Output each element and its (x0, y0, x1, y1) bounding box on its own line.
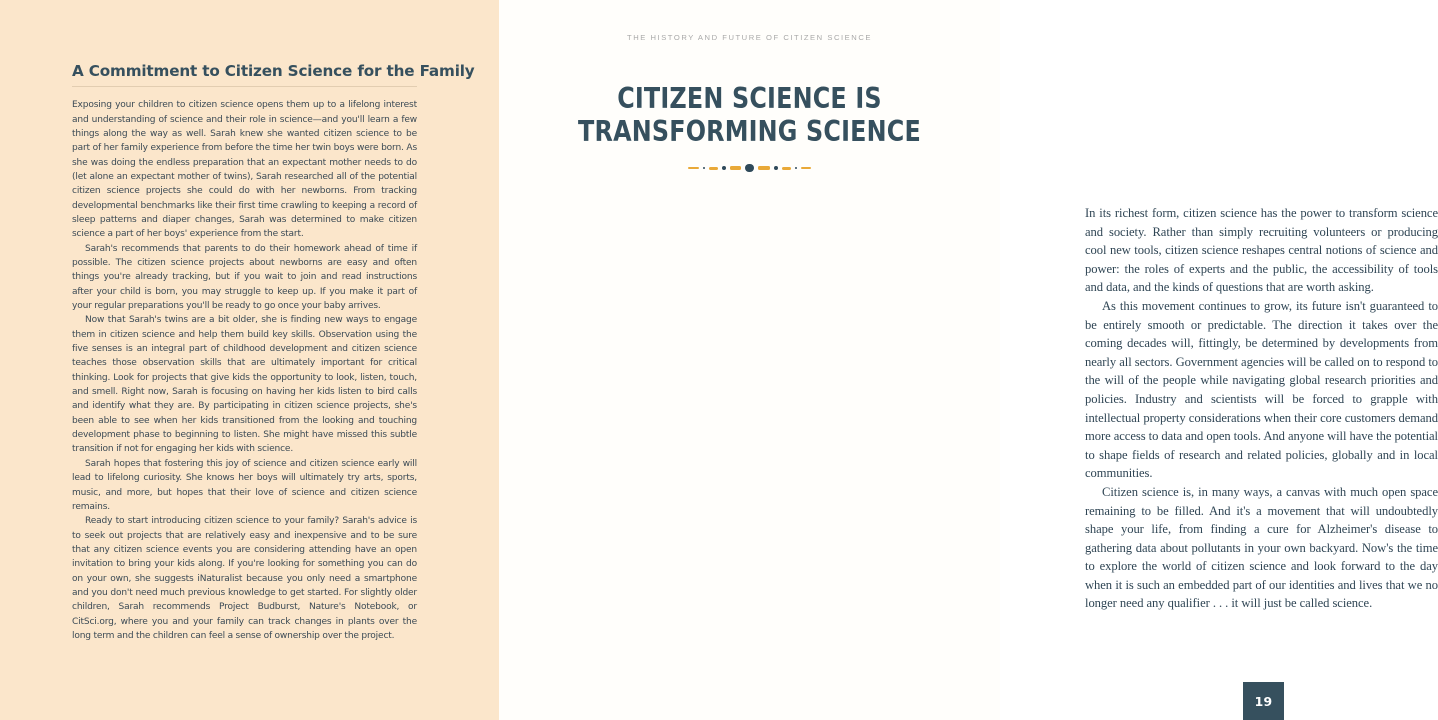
page-title-line-1: CITIZEN SCIENCE IS (617, 82, 882, 115)
paragraph: Now that Sarah's twins are a bit older, she is finding new ways to engage them in citizen science and help them build key skills. Observation using the five senses is an integral part of childhood development and citizen science teaches those observation skills that are ultimately important for critical thinking. Look for projects that give kids the opportunity to look, listen, touch, and smell. Right now, Sarah is focusing on having her kids listen to bird calls and identify what they are. By participating in citizen science projects, she's been able to see when her kids transitioned from the looking and touching development phase to beginning to listen. She might have missed this subtle transition if not for engaging her kids with science. (72, 315, 417, 455)
ornament-dot (795, 167, 797, 169)
page-title (517, 83, 983, 148)
ornament-dash (782, 167, 791, 170)
paragraph: In its richest form, citizen science has the power to transform science and society. Rather than simply recruiting volunteers or producing cool new tools, citizen science reshapes central notions of science and power: the roles of experts and the public, the accessibility of tools and data, and the kinds of questions that are worth asking. (1085, 206, 1438, 295)
paragraph: Sarah hopes that fostering this joy of science and citizen science early will lead to lifelong curiosity. She knows her boys will ultimately try arts, sports, music, and more, but hopes that their love of science and citizen science remains. (72, 458, 417, 512)
ornament-dot-large (745, 164, 753, 172)
heading-rule (72, 86, 417, 87)
page-title-line-2: TRANSFORMING SCIENCE (578, 114, 921, 148)
section-heading: A Commitment to Citizen Science for the Family (72, 62, 475, 80)
left-body-text (72, 98, 417, 643)
ornament-dash (688, 167, 699, 170)
paragraph: As this movement continues to grow, its future isn't guaranteed to be entirely smooth or predictable. The direction it takes over the coming decades will, fittingly, be determined by developments from nearly all sectors. Government agencies will be called on to respond to the will of the people while navigating global research priorities and policies. Industry and scientists will be forced to grapple with intellectual property considerations when their core customers demand more access to data and open tools. And anyone will have the potential to shape fields of research and related policies, globally and in local communities. (1085, 298, 1438, 481)
ornament-dot (774, 166, 778, 170)
ornament-dot (703, 167, 706, 170)
left-page (0, 0, 499, 720)
running-head: THE HISTORY AND FUTURE OF CITIZEN SCIENCE (627, 33, 872, 42)
ornament-dot (722, 166, 726, 170)
ornament-dash (730, 166, 741, 169)
ornament-dash (801, 167, 811, 169)
paragraph: Citizen science is, in many ways, a canvas with much open space remaining to be filled. And it's a movement that will undoubtedly shape your life, from finding a cure for Alzheimer's disease to gathering data about pollutants in your own backyard. Now's the time to explore the world of citizen science and look forward to the day when it is such an embedded part of our identities and lives that we no longer need any qualifier . . . it will just be called science. (1085, 484, 1438, 611)
page-number-badge: 19 (1243, 682, 1284, 720)
right-body-text (1085, 204, 1438, 613)
ornament-dash (709, 167, 718, 170)
ornament-dash (758, 166, 770, 170)
left-page-content (72, 62, 475, 643)
dot-dash-divider-icon (499, 159, 1000, 177)
paragraph: Ready to start introducing citizen science to your family? Sarah's advice is to seek out projects that are relatively easy and inexpensive and to be sure that any citizen science events you are considering attending have an open invitation to bring your kids along. If you're looking for something you can do on your own, she suggests iNaturalist because you only need a smartphone and you don't need much previous knowledge to get started. For slightly older children, Sarah recommends Project Budburst, Nature's Notebook, or CitSci.org, where you and your family can track changes in plants over the long term and the children can feel a sense of ownership over the project. (72, 516, 417, 641)
paragraph: Exposing your children to citizen science opens them up to a lifelong interest and understanding of science and their role in science—and you'll learn a few things along the way as well. Sarah knew she wanted citizen science to be part of her family experience from before the time her twin boys were born. As she was doing the endless preparation that an expectant mother needs to do (let alone an expectant mother of twins), Sarah researched all of the potential citizen science projects she could do with her newborns. From tracking developmental benchmarks like their first time crawling to keeping a record of sleep patterns and diaper changes, Sarah was determined to make citizen science a part of her boys' experience from the start. (72, 100, 417, 240)
right-page (499, 0, 1438, 720)
paragraph: Sarah's recommends that parents to do their homework ahead of time if possible. The citizen science projects about newborns are easy and often things you're already tracking, but if you wait to join and read instructions after your child is born, you may struggle to keep up. If you make it part of your regular preparations you'll be ready to go once your baby arrives. (72, 243, 417, 312)
